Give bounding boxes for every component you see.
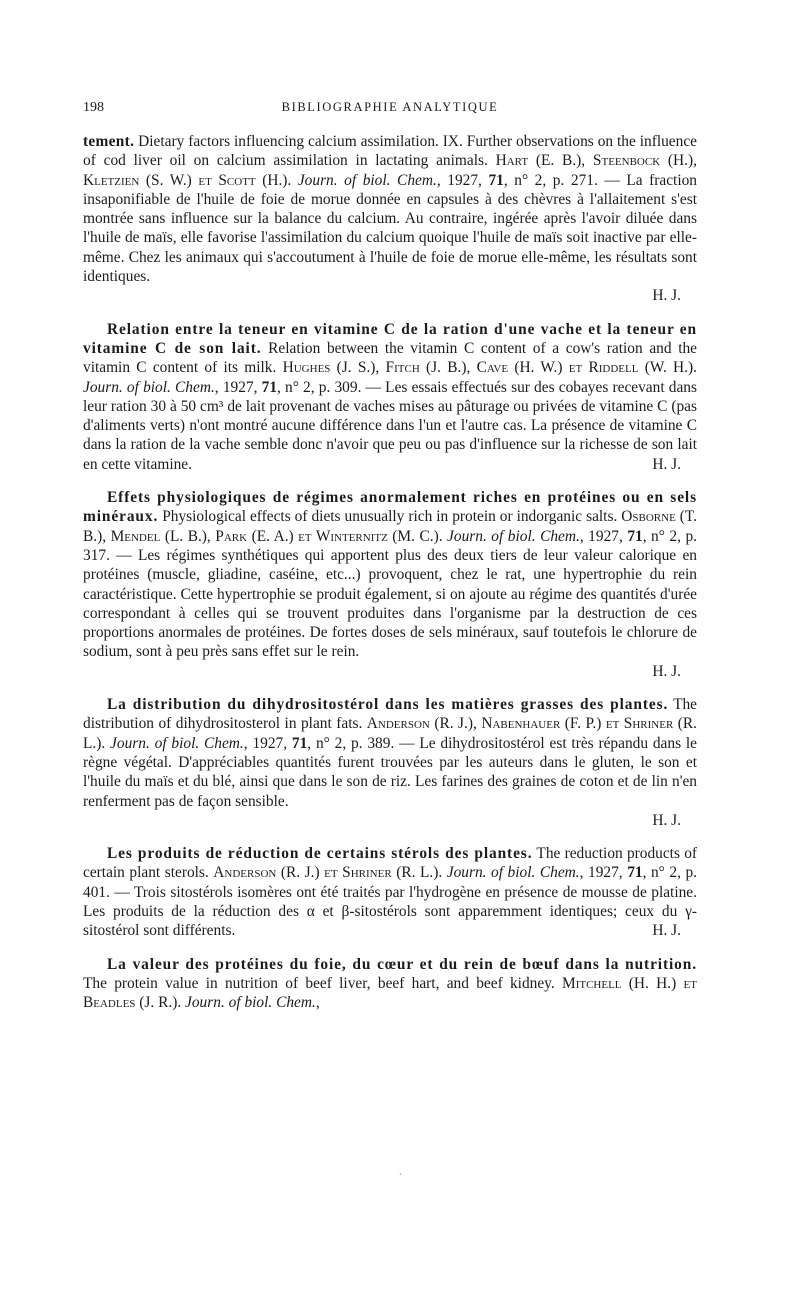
entry-abstract: La fraction insaponifiable de l'huile de foie de morue donnée en capsules à des chèvres à l'allaitement s'est montrée sans influence sur la balance du calcium. Au contraire, ingérée après l'avoir diluée dans l'huile de maïs, elle favorise l'assimilation du calcium quoique l'huile de maïs soit inactive par elle-même. Chez les animaux qui s'accoutument à l'huile de foie de morue elle-même, les résultats sont identiques. [83,171,697,286]
print-speck: ˯ [399,1165,402,1175]
abstract-entry [83,488,697,681]
volume-number: 71 [261,378,278,396]
citation-prefix: , 1927, [579,527,628,545]
citation-prefix: , 1927, [579,864,628,882]
english-title: Dietary factors influencing calcium assimilation. IX. Further observations on the influence of cod liver oil on calcium assimilation in lactating animals. [83,133,697,170]
page-number: 198 [83,100,104,115]
entry-abstract: Le dihydrositostérol est très répandu dans le règne végétal. D'appréciables quantités furent trouvées par les auteurs dans le gluten, le son et l'huile du maïs et du blé, ainsi que dans le son de riz. Les farines des graines de coton et de lin n'en renferment pas de façon sensible. [83,734,697,810]
running-head [83,100,697,120]
entry-abstract: Les régimes synthétiques qui apportent plus des deux tiers de leur valeur calorique en protéines (muscle, gliadine, caséine, etc...) provoquent, chez le rat, une hypertrophie du rein caractéristique. Cette hypertrophie se produit également, si on ajoute au régime des quantités d'urée correspondant à celles qui se trouvent produites dans l'organisme par la destruction de ces proportions anormales de protéines. De fortes doses de sels minéraux, sauf toutefois le chlorure de sodium, sont à peu près sans effet sur le rein. [83,546,697,661]
citation-suffix: , n° 2, p. 389. — [307,734,420,752]
entry-authors: Hughes (J. S.), Fitch (J. B.), Cave (H. W.) et Riddell (W. H.). [282,359,697,377]
volume-number: 71 [488,171,504,189]
citation-suffix: , n° 2, p. 401. — [83,864,697,901]
entry-signature: H. J. [652,662,681,680]
volume-number: 71 [627,864,643,882]
citation-prefix: , [315,994,320,1012]
entry-signature: H. J. [652,811,681,829]
citation-prefix: , 1927, [243,734,292,752]
english-title: The protein value in nutrition of beef liver, beef hart, and beef kidney. [83,974,563,992]
entry-signature: H. J. [652,922,681,940]
entry-title: La valeur des protéines du foie, du cœur et du rein de bœuf dans la nutrition. [107,955,697,973]
entry-title: La distribution du dihydrositostérol dans les matières grasses des plantes. [107,696,669,714]
entry-paragraph [83,320,697,474]
citation-suffix: , n° 2, p. 271. — [503,171,627,189]
entry-authors: Hart (E. B.), Steenbock (H.), Kletzien (S. W.) et Scott (H.). [83,152,697,189]
english-title: Physiological effects of diets unusually rich in protein or indorganic salts. [158,508,622,526]
entry-title: Effets physiologiques de régimes anormalement riches en protéines ou en sels minéraux. [83,489,697,526]
entry-abstract: Les essais effectués sur des cobayes recevant dans leur ration 30 à 50 cm³ de lait provenant de vaches mises au pâturage ou privées de vitamine C (pas d'aliments verts) n'ont montré aucune différence dans l'un et l'autre cas. La présence de vitamine C dans la ration de la vache semble donc n'avoir que peu ou pas d'influence sur la richesse de son lait en cette vitamine. [83,378,697,473]
english-title: The reduction products of certain plant sterols. [83,845,698,882]
entry-paragraph [83,132,697,286]
citation-prefix: , 1927, [214,378,262,396]
entry-signature: H. J. [652,287,681,305]
abstract-entry [83,320,697,474]
journal-name: Journ. of biol. Chem. [447,527,580,545]
entry-authors: Anderson (R. J.) et Shriner (R. L.). [213,864,447,882]
entry-authors: Anderson (R. J.), Nabenhauer (F. P.) et Shriner (R. L.). [83,715,697,752]
abstract-entry [83,955,697,1013]
citation-suffix: , n° 2, p. 317. — [83,527,697,564]
journal-name: Journ. of biol. Chem. [110,734,244,752]
journal-name: Journ. of biol. Chem. [83,378,215,396]
entry-abstract: Trois sitostérols isomères ont été traités par l'hydrogène en présence de mousse de platine. Les produits de la réduction des α et β-sitostérols sont apparemment identiques; ceux du γ-sitostérol sont différents. [83,883,697,940]
entry-authors: Mitchell (H. H.) et Beadles (J. R.). [83,974,697,1012]
journal-name: Journ. of biol. Chem. [185,994,316,1012]
abstract-entry [83,695,697,830]
entry-title: tement. [83,133,135,150]
abstract-entry [83,132,697,306]
entry-signature: H. J. [652,455,681,473]
english-title: Relation between the vitamin C content of a cow's ration and the vitamin C content of its milk. [83,339,697,377]
entry-authors: Osborne (T. B.), Mendel (L. B.), Park (E. A.) et Winternitz (M. C.). [83,508,698,545]
citation-suffix: , n° 2, p. 309. — [277,378,386,396]
journal-name: Journ. of biol. Chem. [446,864,580,882]
journal-name: Journ. of biol. Chem. [297,171,437,189]
entry-paragraph [83,488,697,662]
entry-paragraph [83,695,697,811]
abstract-entry [83,844,697,940]
entry-paragraph [83,955,697,1013]
volume-number: 71 [291,734,308,752]
running-title: BIBLIOGRAPHIE ANALYTIQUE [281,100,499,114]
entry-title: Relation entre la teneur en vitamine C de la ration d'une vache et la teneur en vitamine C de son lait. [83,320,697,357]
article-body [83,132,697,1012]
volume-number: 71 [627,527,643,545]
english-title: The distribution of dihydrositosterol in plant fats. [83,696,698,733]
entry-paragraph [83,844,697,940]
entry-title: Les produits de réduction de certains stérols des plantes. [107,845,533,863]
citation-prefix: , 1927, [436,171,489,189]
